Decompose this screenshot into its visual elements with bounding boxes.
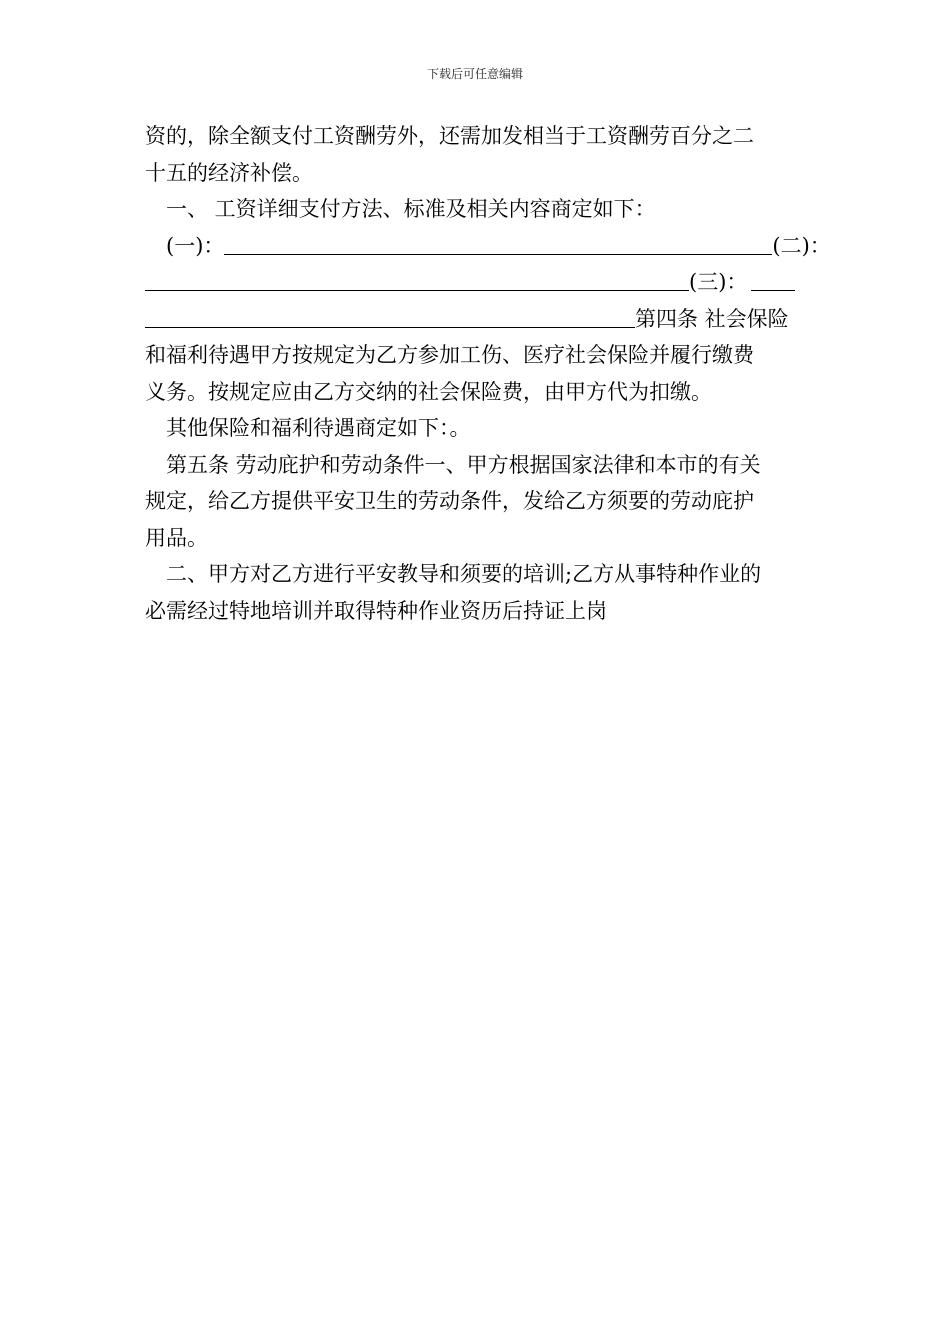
paragraph-line: 和福利待遇甲方按规定为乙方参加工伤、医疗社会保险并履行缴费 (145, 343, 754, 367)
blank-underline[interactable] (224, 232, 772, 255)
blank-underline[interactable] (751, 268, 795, 291)
blank-underline[interactable] (145, 268, 689, 291)
document-body (145, 118, 831, 629)
item-label-2: (二)： (772, 233, 831, 258)
paragraph-line: 其他保险和福利待遇商定如下：。 (166, 416, 471, 440)
paragraph-line: 一、 工资详细支付方法、标准及相关内容商定如下： (166, 197, 656, 221)
paragraph-line: 规定，给乙方提供平安卫生的劳动条件，发给乙方须要的劳动庇护 (145, 489, 754, 513)
paragraph-line: 必需经过特地培训并取得特种作业资历后持证上岗 (145, 598, 607, 623)
paragraph-line: 用品。 (145, 525, 208, 550)
article-four-heading: 第四条 社会保险 (635, 306, 789, 331)
paragraph-line: 第五条 劳动庇护和劳动条件一、甲方根据国家法律和本市的有关 (166, 452, 761, 477)
fill-line-1 (145, 228, 831, 265)
paragraph-line: 资的，除全额支付工资酬劳外，还需加发相当于工资酬劳百分之二 (145, 124, 754, 148)
paragraph-line: 十五的经济补偿。 (145, 160, 313, 185)
blank-underline[interactable] (145, 305, 635, 328)
paragraph-line: 二、甲方对乙方进行平安教导和须要的培训;乙方从事特种作业的 (166, 562, 762, 586)
fill-line-3 (145, 301, 810, 338)
item-label-1: (一)： (166, 233, 225, 258)
item-label-3: (三)： (689, 270, 748, 294)
fill-line-2 (145, 264, 810, 301)
page-header: 下载后可任意编辑 (426, 67, 523, 81)
paragraph-line: 义务。按规定应由乙方交纳的社会保险费，由甲方代为扣缴。 (145, 379, 712, 404)
